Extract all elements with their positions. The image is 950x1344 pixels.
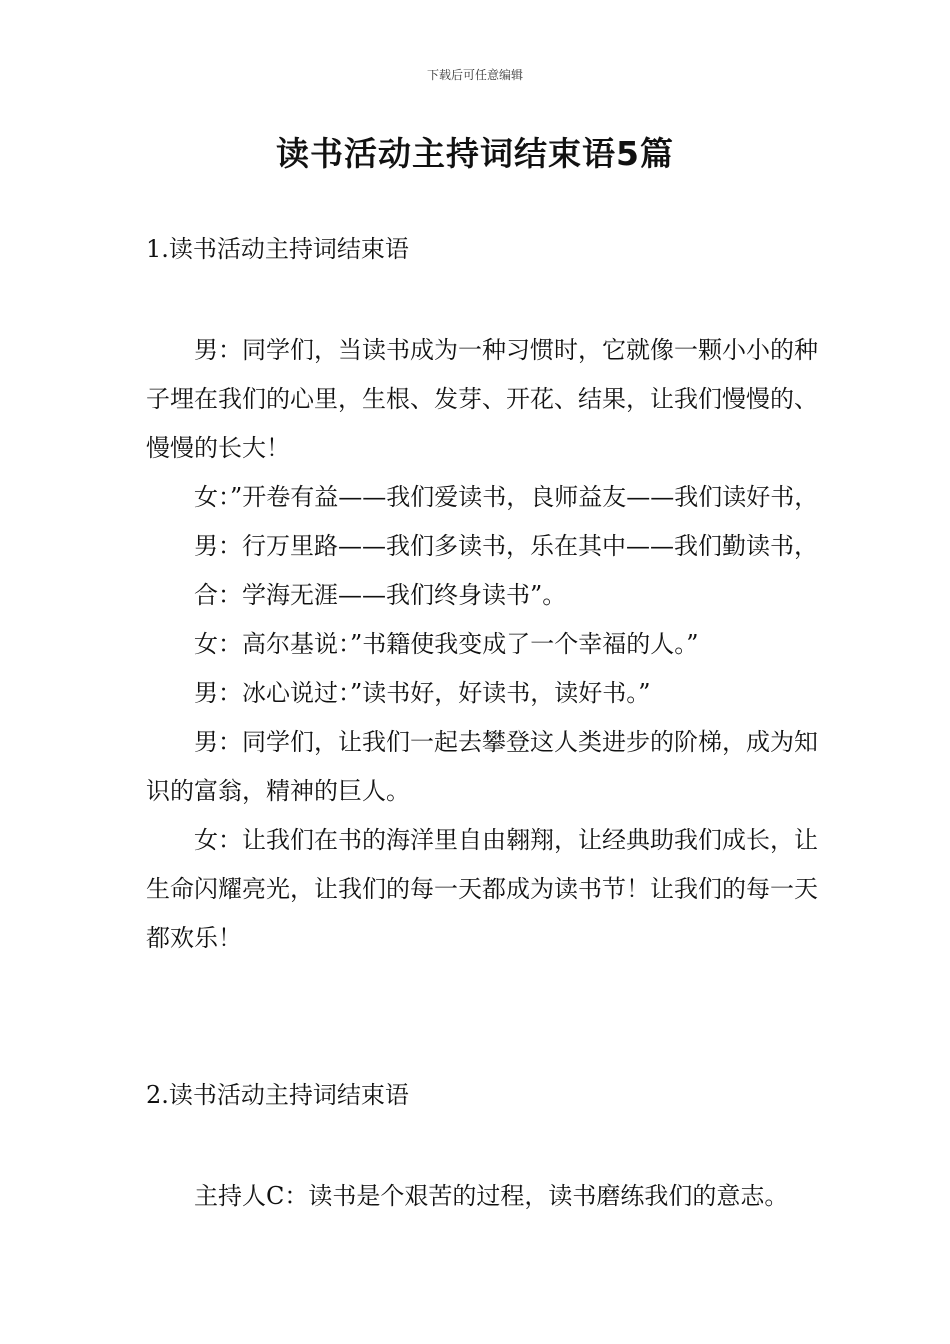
paragraph: 主持人C：读书是个艰苦的过程，读书磨练我们的意志。 — [194, 1182, 789, 1210]
section-1-heading: 1.读书活动主持词结束语 — [146, 235, 409, 263]
section-2-body — [146, 1172, 826, 1221]
section-1-body — [146, 326, 826, 963]
paragraph: 男：行万里路——我们多读书，乐在其中——我们勤读书， — [194, 532, 818, 560]
paragraph: 女：”开卷有益——我们爱读书，良师益友——我们读好书， — [194, 483, 819, 511]
paragraph: 女：让我们在书的海洋里自由翱翔，让经典助我们成长，让生命闪耀亮光，让我们的每一天都成为读书节！让我们的每一天都欢乐！ — [146, 826, 818, 952]
section-2-heading: 2.读书活动主持词结束语 — [146, 1081, 409, 1109]
paragraph: 男：同学们，让我们一起去攀登这人类进步的阶梯，成为知识的富翁，精神的巨人。 — [146, 728, 818, 805]
paragraph: 女：高尔基说：”书籍使我变成了一个幸福的人。” — [194, 630, 699, 658]
document-title: 读书活动主持词结束语5篇 — [276, 134, 674, 173]
paragraph: 合：学海无涯——我们终身读书”。 — [194, 581, 567, 609]
paragraph: 男：同学们，当读书成为一种习惯时，它就像一颗小小的种子埋在我们的心里，生根、发芽、开花、结果，让我们慢慢的、慢慢的长大！ — [146, 336, 818, 462]
paragraph: 男：冰心说过：”读书好，好读书，读好书。” — [194, 679, 651, 707]
header-note: 下载后可任意编辑 — [426, 68, 523, 82]
